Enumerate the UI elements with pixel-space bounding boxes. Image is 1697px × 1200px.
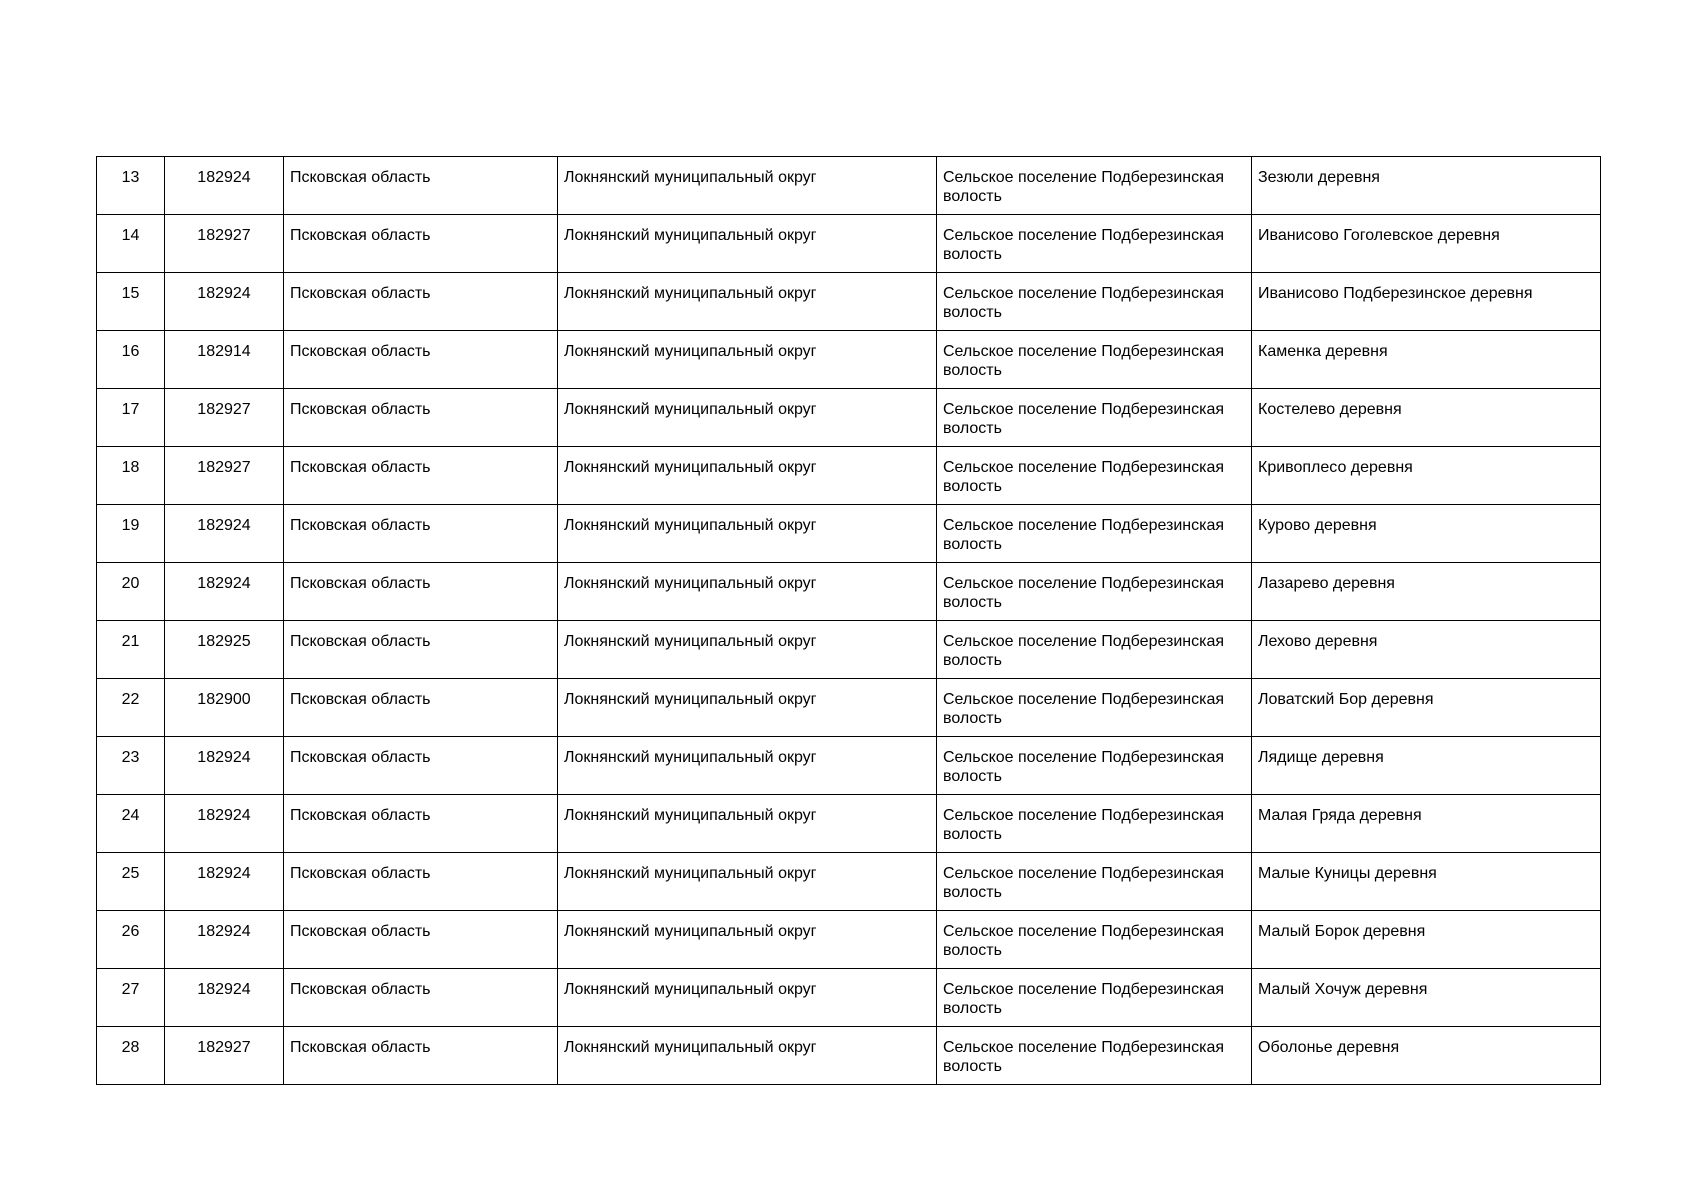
locality-cell: Малые Куницы деревня — [1252, 853, 1601, 911]
region-cell: Псковская область — [284, 737, 558, 795]
locality-cell: Малый Борок деревня — [1252, 911, 1601, 969]
row-number-cell: 19 — [97, 505, 165, 563]
row-number-cell: 18 — [97, 447, 165, 505]
locality-cell: Малый Хочуж деревня — [1252, 969, 1601, 1027]
region-cell: Псковская область — [284, 795, 558, 853]
district-cell: Локнянский муниципальный округ — [558, 563, 937, 621]
table-row — [97, 447, 1601, 505]
row-number-cell: 25 — [97, 853, 165, 911]
postal-index-cell: 182924 — [165, 157, 284, 215]
row-number-cell: 22 — [97, 679, 165, 737]
settlement-cell: Сельское поселение Подберезинская волость — [937, 621, 1252, 679]
row-number-cell: 27 — [97, 969, 165, 1027]
settlement-cell: Сельское поселение Подберезинская волость — [937, 795, 1252, 853]
locality-cell: Зезюли деревня — [1252, 157, 1601, 215]
district-cell: Локнянский муниципальный округ — [558, 969, 937, 1027]
locality-cell: Иванисово Гоголевское деревня — [1252, 215, 1601, 273]
postal-index-cell: 182900 — [165, 679, 284, 737]
settlement-cell: Сельское поселение Подберезинская волость — [937, 911, 1252, 969]
district-cell: Локнянский муниципальный округ — [558, 853, 937, 911]
table-row — [97, 737, 1601, 795]
settlement-cell: Сельское поселение Подберезинская волость — [937, 157, 1252, 215]
locality-cell: Малая Гряда деревня — [1252, 795, 1601, 853]
district-cell: Локнянский муниципальный округ — [558, 679, 937, 737]
district-cell: Локнянский муниципальный округ — [558, 795, 937, 853]
postal-index-cell: 182924 — [165, 911, 284, 969]
row-number-cell: 16 — [97, 331, 165, 389]
district-cell: Локнянский муниципальный округ — [558, 1027, 937, 1085]
postal-index-cell: 182924 — [165, 273, 284, 331]
row-number-cell: 24 — [97, 795, 165, 853]
settlement-cell: Сельское поселение Подберезинская волость — [937, 679, 1252, 737]
region-cell: Псковская область — [284, 215, 558, 273]
settlement-cell: Сельское поселение Подберезинская волость — [937, 447, 1252, 505]
table-row — [97, 563, 1601, 621]
postal-index-cell: 182924 — [165, 563, 284, 621]
row-number-cell: 15 — [97, 273, 165, 331]
table-row — [97, 505, 1601, 563]
table-row — [97, 331, 1601, 389]
locality-cell: Каменка деревня — [1252, 331, 1601, 389]
row-number-cell: 23 — [97, 737, 165, 795]
postal-index-cell: 182924 — [165, 505, 284, 563]
table-row — [97, 1027, 1601, 1085]
row-number-cell: 17 — [97, 389, 165, 447]
district-cell: Локнянский муниципальный округ — [558, 505, 937, 563]
row-number-cell: 13 — [97, 157, 165, 215]
region-cell: Псковская область — [284, 969, 558, 1027]
table-row — [97, 795, 1601, 853]
settlement-cell: Сельское поселение Подберезинская волость — [937, 737, 1252, 795]
postal-index-cell: 182924 — [165, 853, 284, 911]
postal-index-cell: 182927 — [165, 215, 284, 273]
postal-index-cell: 182914 — [165, 331, 284, 389]
district-cell: Локнянский муниципальный округ — [558, 157, 937, 215]
table-row — [97, 621, 1601, 679]
locality-cell: Кривоплесо деревня — [1252, 447, 1601, 505]
region-cell: Псковская область — [284, 679, 558, 737]
settlement-cell: Сельское поселение Подберезинская волость — [937, 505, 1252, 563]
settlement-cell: Сельское поселение Подберезинская волость — [937, 853, 1252, 911]
district-cell: Локнянский муниципальный округ — [558, 737, 937, 795]
row-number-cell: 20 — [97, 563, 165, 621]
region-cell: Псковская область — [284, 621, 558, 679]
region-cell: Псковская область — [284, 447, 558, 505]
district-cell: Локнянский муниципальный округ — [558, 447, 937, 505]
district-cell: Локнянский муниципальный округ — [558, 389, 937, 447]
postal-index-cell: 182927 — [165, 1027, 284, 1085]
locality-cell: Иванисово Подберезинское деревня — [1252, 273, 1601, 331]
table-row — [97, 853, 1601, 911]
settlement-cell: Сельское поселение Подберезинская волость — [937, 331, 1252, 389]
table-row — [97, 389, 1601, 447]
district-cell: Локнянский муниципальный округ — [558, 911, 937, 969]
region-cell: Псковская область — [284, 1027, 558, 1085]
document-page — [96, 156, 1600, 1085]
locality-cell: Курово деревня — [1252, 505, 1601, 563]
locality-cell: Ловатский Бор деревня — [1252, 679, 1601, 737]
district-cell: Локнянский муниципальный округ — [558, 331, 937, 389]
table-row — [97, 911, 1601, 969]
settlement-cell: Сельское поселение Подберезинская волость — [937, 273, 1252, 331]
region-cell: Псковская область — [284, 853, 558, 911]
table-row — [97, 157, 1601, 215]
locality-cell: Оболонье деревня — [1252, 1027, 1601, 1085]
settlement-cell: Сельское поселение Подберезинская волость — [937, 969, 1252, 1027]
table-row — [97, 215, 1601, 273]
region-cell: Псковская область — [284, 389, 558, 447]
district-cell: Локнянский муниципальный округ — [558, 621, 937, 679]
postal-index-cell: 182925 — [165, 621, 284, 679]
locality-cell: Костелево деревня — [1252, 389, 1601, 447]
locality-cell: Лазарево деревня — [1252, 563, 1601, 621]
postal-index-cell: 182927 — [165, 389, 284, 447]
region-cell: Псковская область — [284, 157, 558, 215]
district-cell: Локнянский муниципальный округ — [558, 215, 937, 273]
settlement-cell: Сельское поселение Подберезинская волость — [937, 1027, 1252, 1085]
table-body — [97, 157, 1601, 1085]
region-cell: Псковская область — [284, 911, 558, 969]
postal-index-cell: 182924 — [165, 969, 284, 1027]
settlement-cell: Сельское поселение Подберезинская волость — [937, 215, 1252, 273]
region-cell: Псковская область — [284, 331, 558, 389]
region-cell: Псковская область — [284, 505, 558, 563]
region-cell: Псковская область — [284, 273, 558, 331]
table-row — [97, 969, 1601, 1027]
postal-index-cell: 182924 — [165, 737, 284, 795]
postal-index-cell: 182924 — [165, 795, 284, 853]
settlements-table — [96, 156, 1601, 1085]
settlement-cell: Сельское поселение Подберезинская волость — [937, 563, 1252, 621]
settlement-cell: Сельское поселение Подберезинская волость — [937, 389, 1252, 447]
row-number-cell: 28 — [97, 1027, 165, 1085]
postal-index-cell: 182927 — [165, 447, 284, 505]
row-number-cell: 21 — [97, 621, 165, 679]
table-row — [97, 273, 1601, 331]
district-cell: Локнянский муниципальный округ — [558, 273, 937, 331]
table-row — [97, 679, 1601, 737]
row-number-cell: 14 — [97, 215, 165, 273]
region-cell: Псковская область — [284, 563, 558, 621]
row-number-cell: 26 — [97, 911, 165, 969]
locality-cell: Лехово деревня — [1252, 621, 1601, 679]
locality-cell: Лядище деревня — [1252, 737, 1601, 795]
